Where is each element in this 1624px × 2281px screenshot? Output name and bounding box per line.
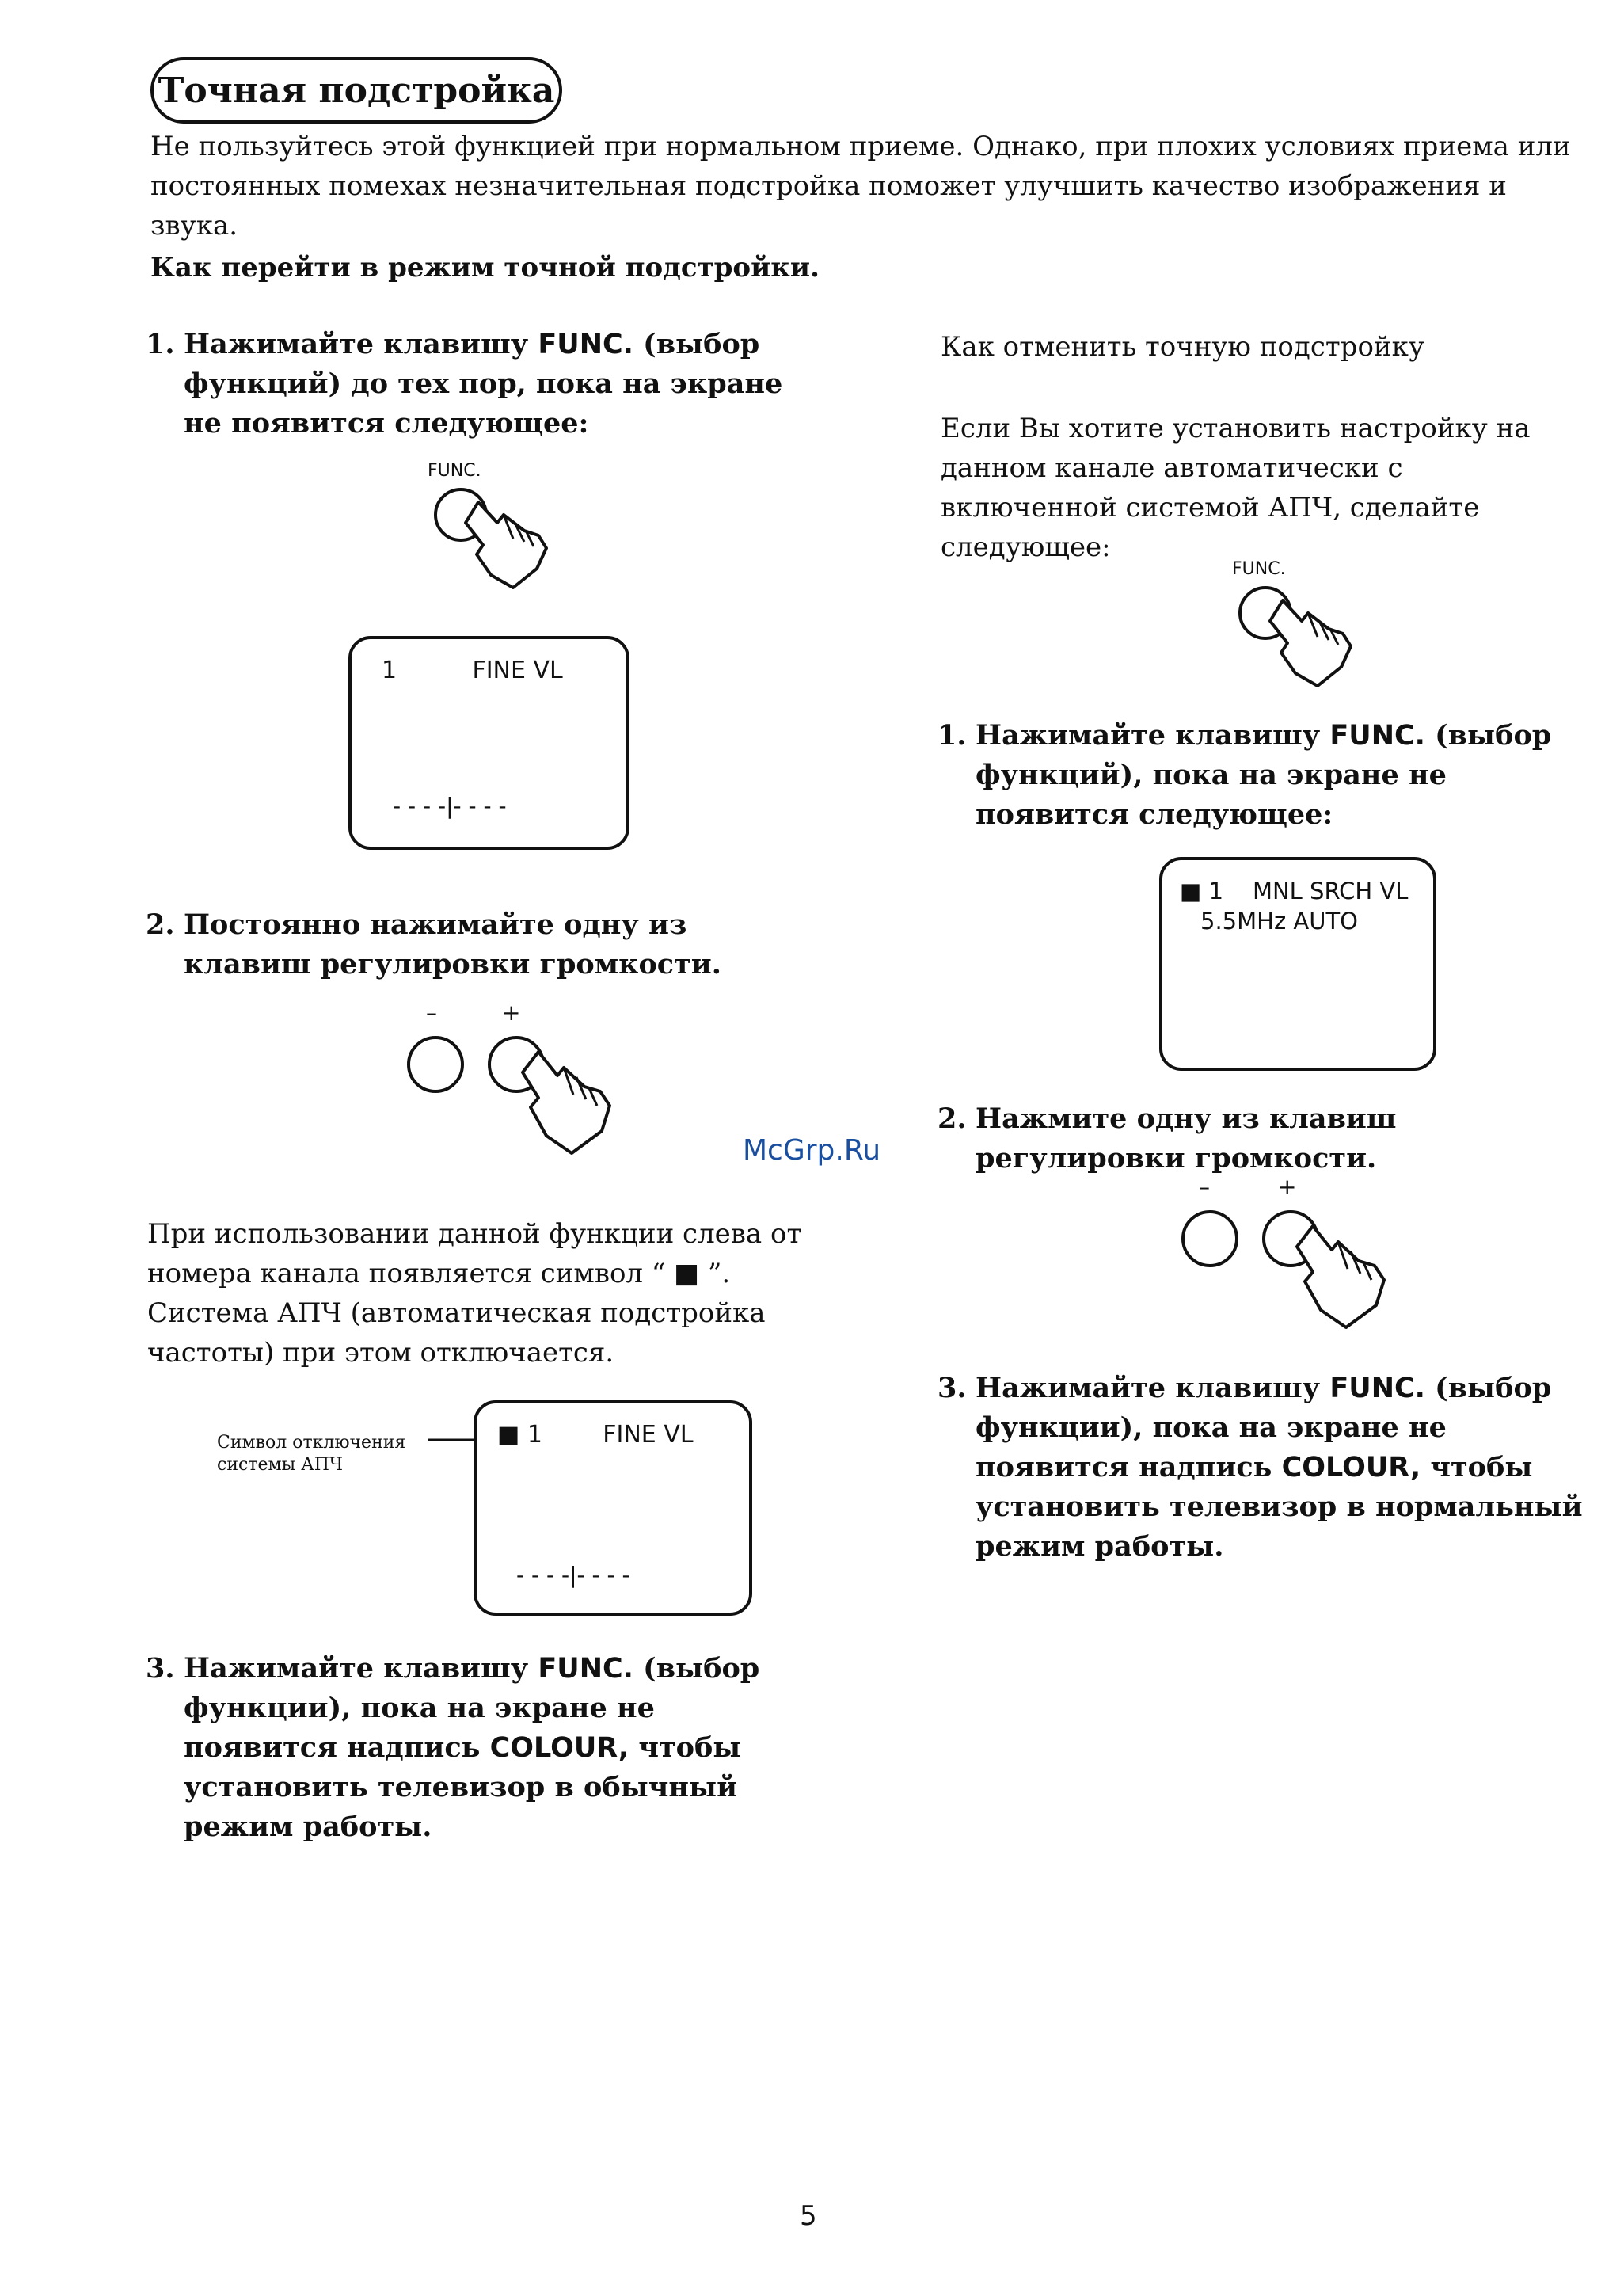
screen-channel-mode: 1 FINE VL	[382, 657, 563, 684]
step-number: 1.	[938, 719, 967, 752]
section-title-frame	[150, 57, 562, 124]
tv-screen-manual-search	[1159, 857, 1436, 1071]
screen-channel-mode: ■ 1 MNL SRCH VL	[1180, 878, 1409, 904]
intro-paragraph: Не пользуйтесь этой функцией при нормальном приеме. Однако, при плохих условиях приема или постоянных помехах незначительная подстройка поможет улучшить качество изображения и звука.	[150, 131, 1571, 242]
hand-press-volume-icon	[396, 1026, 633, 1169]
tv-screen-fine-apc-off	[474, 1400, 752, 1616]
right-step-3: 3. Нажимайте клавишу FUNC. (выбор функции), пока на экране не появится надпись COLOUR, чтобы установить телевизор в нормальный режим работы.	[976, 1369, 1593, 1567]
page-title: Точная подстройка	[158, 70, 555, 111]
volume-plus-label: +	[502, 1000, 521, 1026]
screen-tuning-scale: - - - -|- - - -	[393, 793, 507, 819]
apc-off-callout: Символ отключения системы АПЧ	[217, 1433, 406, 1475]
step-number: 2.	[146, 908, 175, 941]
screen-sound-system: 5.5MHz AUTO	[1200, 908, 1358, 935]
volume-minus-label: –	[1199, 1174, 1210, 1200]
left-heading: Как перейти в режим точной подстройки.	[150, 252, 820, 284]
watermark: McGrp.Ru	[743, 1134, 881, 1167]
volume-minus-label: –	[426, 1000, 437, 1026]
hand-press-func-icon	[1232, 581, 1375, 692]
hand-press-volume-icon	[1170, 1201, 1408, 1343]
step-number: 2.	[938, 1102, 967, 1135]
screen-tuning-scale: - - - -|- - - -	[516, 1562, 630, 1588]
left-note: При использовании данной функции слева от номера канала появляется символ “ ■ ”. Система АПЧ (автоматическая подстройка частоты) при этом отключается.	[147, 1218, 802, 1369]
left-step-3: 3. Нажимайте клавишу FUNC. (выбор функции), пока на экране не появится надпись COLOUR, чтобы установить телевизор в обычный режим работы.	[184, 1649, 801, 1847]
tv-screen-fine	[348, 636, 629, 850]
right-heading: Как отменить точную подстройку	[941, 331, 1424, 363]
volume-plus-label: +	[1278, 1174, 1297, 1200]
left-step-1: 1. Нажимайте клавишу FUNC. (выбор функций) до тех пор, пока на экране не появится следующее:	[184, 325, 801, 444]
right-intro: Если Вы хотите установить настройку на данном канале автоматически с включенной системой АПЧ, сделайте следующее:	[941, 413, 1531, 563]
screen-channel-mode: ■ 1 FINE VL	[497, 1421, 694, 1449]
hand-press-func-icon	[428, 483, 570, 594]
func-button-label: FUNC.	[428, 461, 481, 481]
right-step-1: 1. Нажимайте клавишу FUNC. (выбор функций), пока на экране не появится следующее:	[976, 716, 1593, 835]
func-button-label: FUNC.	[1232, 559, 1286, 579]
step-number: 3.	[146, 1652, 175, 1685]
step-number: 3.	[938, 1372, 967, 1404]
step-number: 1.	[146, 328, 175, 360]
left-step-2: 2. Постоянно нажимайте одну из клавиш регулировки громкости.	[184, 905, 801, 984]
page-number: 5	[800, 2200, 817, 2232]
right-step-2: 2. Нажмите одну из клавиш регулировки громкости.	[976, 1099, 1593, 1179]
